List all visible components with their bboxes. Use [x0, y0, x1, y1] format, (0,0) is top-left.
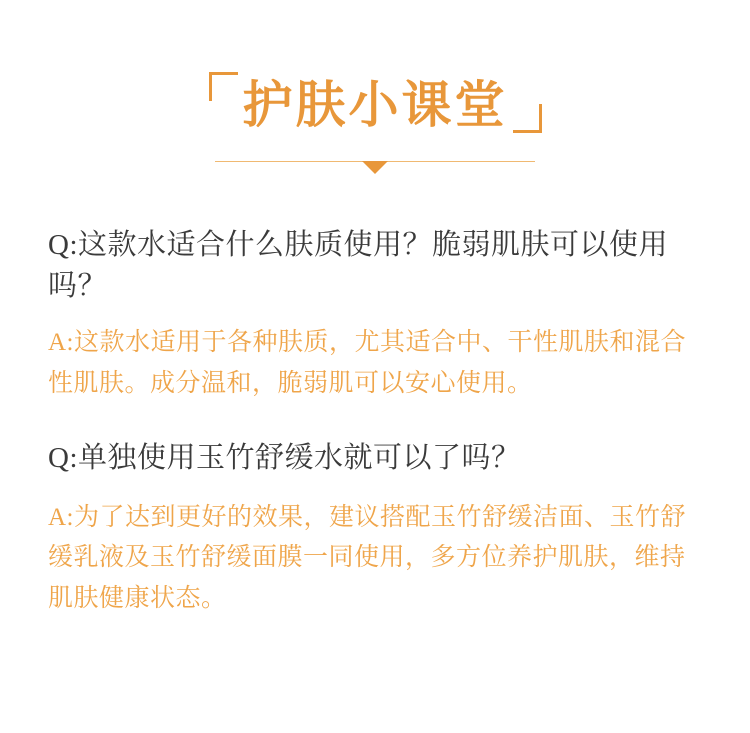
title-block [209, 72, 542, 135]
answer-text: A:为了达到更好的效果，建议搭配玉竹舒缓洁面、玉竹舒缓乳液及玉竹舒缓面膜一同使用，多方位养护肌肤，维持肌肤健康状态。 [48, 503, 687, 612]
corner-bracket-top-left-icon [209, 72, 238, 101]
down-triangle-arrow-icon [362, 161, 388, 174]
qa-item [48, 438, 702, 619]
divider [215, 161, 535, 181]
answer-text: A:这款水适用于各种肤质，尤其适合中、干性肌肤和混合性肌肤。成分温和，脆弱肌可以安心使用。 [48, 329, 687, 397]
header-section [0, 0, 750, 181]
qa-content [0, 181, 750, 619]
question-text: Q:这款水适合什么肤质使用？脆弱肌肤可以使用吗？ [48, 229, 669, 303]
page-title: 护肤小课堂 [242, 77, 508, 133]
corner-bracket-bottom-right-icon [513, 104, 542, 133]
qa-item [48, 225, 702, 404]
question-text: Q:单独使用玉竹舒缓水就可以了吗？ [48, 442, 521, 475]
